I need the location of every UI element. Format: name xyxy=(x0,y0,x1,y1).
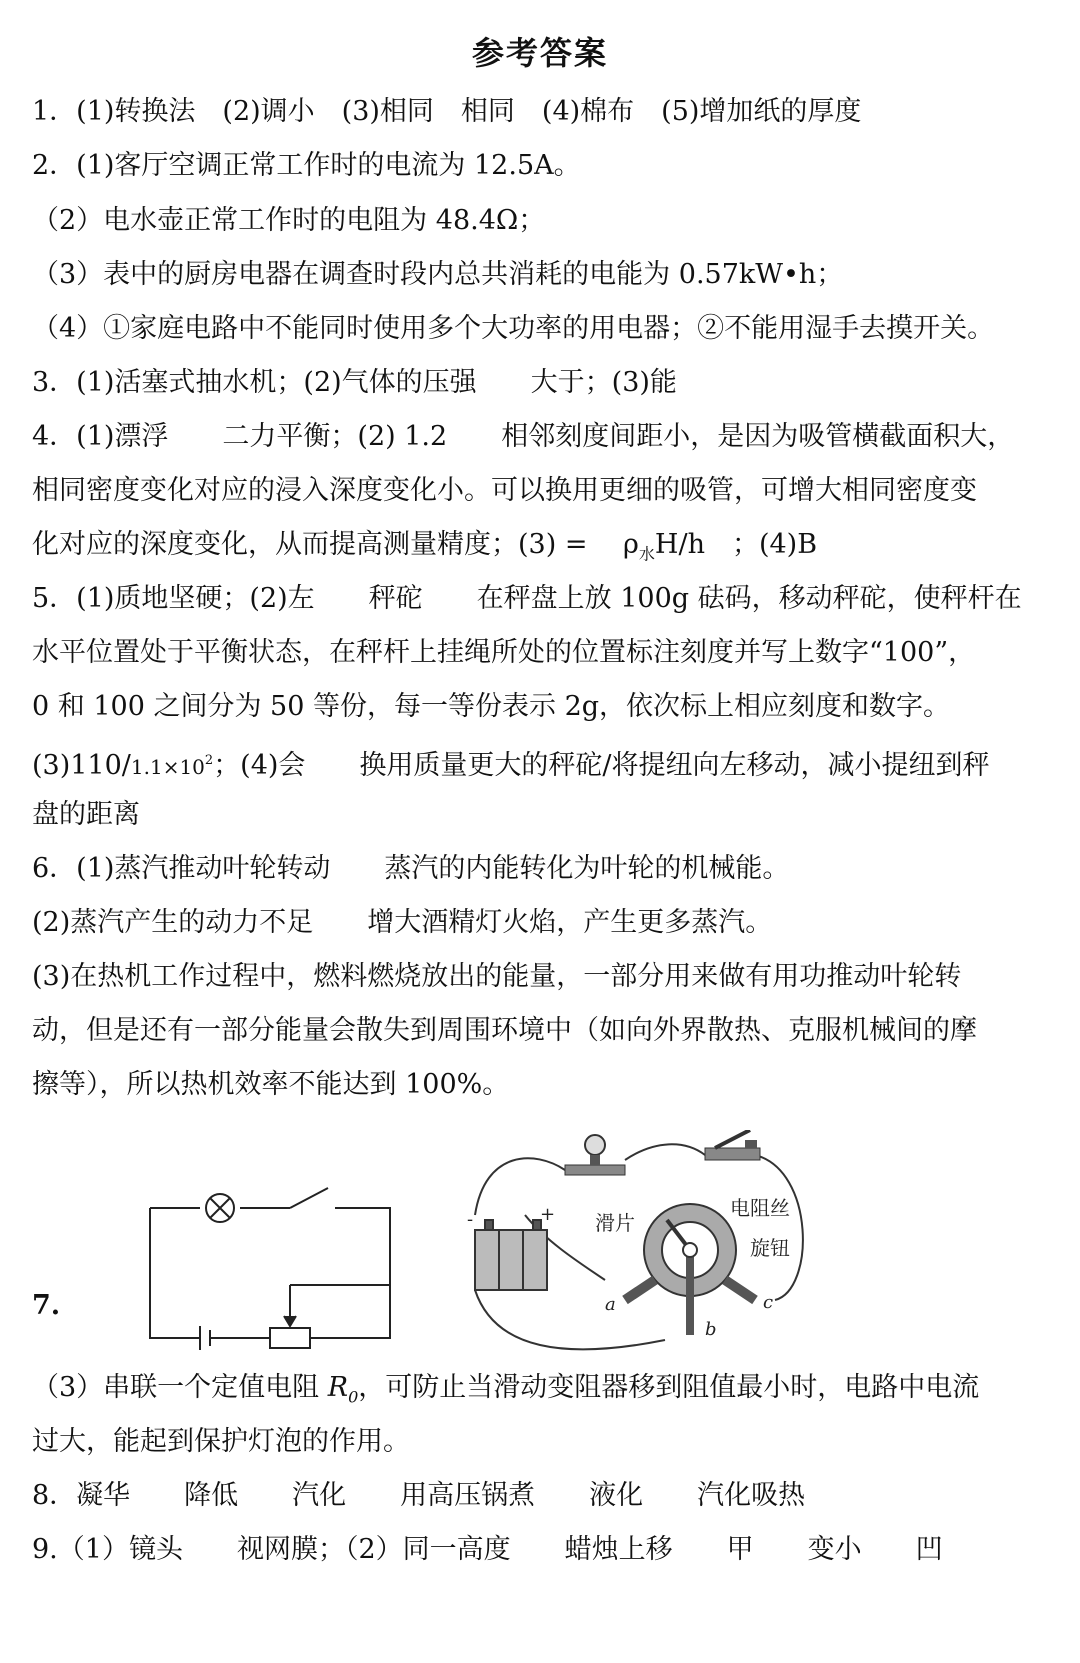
answer-6-3-line1: (3)在热机工作过程中，燃料燃烧放出的能量，一部分用来做有用功推动叶轮转 xyxy=(32,961,962,992)
answer-6-1: 6．(1)蒸汽推动叶轮转动 蒸汽的内能转化为叶轮的机械能。 xyxy=(32,853,790,884)
answer-7-3-line1 xyxy=(32,1368,1052,1417)
answer-9: 9.（1）镜头 视网膜；（2）同一高度 蜡烛上移 甲 变小 凹 xyxy=(32,1534,943,1565)
answer-2-3: （3）表中的厨房电器在调查时段内总共消耗的电能为 0.57kW•h； xyxy=(32,259,844,290)
terminal-c-label: c xyxy=(763,1292,774,1313)
slider-label: 滑片 xyxy=(595,1211,635,1235)
answer-5-line5: 盘的距离 xyxy=(32,799,140,830)
answer-5-line4-c: ；(4)会 换用质量更大的秤砣/将提纽向左移动，减小提纽到秤 xyxy=(213,750,990,781)
wire-label: 电阻丝 xyxy=(730,1196,790,1220)
answer-5-line4-b: 1.1×10 xyxy=(130,755,205,779)
answer-2-1: 2．(1)客厅空调正常工作时的电流为 12.5A。 xyxy=(32,150,581,181)
answer-5-line3: 0 和 100 之间分为 50 等份，每一等份表示 2g，依次标上相应刻度和数字。 xyxy=(32,691,951,722)
answer-3: 3．(1)活塞式抽水机；(2)气体的压强 大于；(3)能 xyxy=(32,367,677,398)
minus-label: - xyxy=(467,1209,474,1230)
terminal-a-label: a xyxy=(605,1294,616,1315)
switch-icon xyxy=(705,1130,760,1160)
terminal-b-label: b xyxy=(705,1319,717,1340)
exponent: 2 xyxy=(204,753,214,768)
plus-label: + xyxy=(540,1204,556,1225)
answer-1: 1．(1)转换法 (2)调小 (3)相同 相同 (4)棉布 (5)增加纸的厚度 xyxy=(32,96,862,127)
answer-2-2: （2）电水壶正常工作时的电阻为 48.4Ω； xyxy=(32,205,546,236)
answer-4-line3-b: H/h ；(4)B xyxy=(654,529,818,560)
answer-4-line2: 相同密度变化对应的浸入深度变化小。可以换用更细的吸管，可增大相同密度变 xyxy=(32,475,977,506)
resistor-symbol: R xyxy=(327,1372,349,1403)
circuit-diagram xyxy=(140,1180,420,1350)
answer-7-3-line2: 过大，能起到保护灯泡的作用。 xyxy=(32,1426,410,1457)
answer-4-line3-a: 化对应的深度变化，从而提高测量精度；(3) = ρ xyxy=(32,529,639,560)
answer-8: 8．凝华 降低 汽化 用高压锅煮 液化 汽化吸热 xyxy=(32,1480,806,1511)
wiring-figure xyxy=(455,1130,835,1365)
lamp-icon xyxy=(565,1135,625,1175)
knob-label: 旋钮 xyxy=(750,1236,790,1260)
rho-subscript: 水 xyxy=(638,544,655,564)
resistor-subscript: 0 xyxy=(348,1387,359,1407)
answer-4-line3 xyxy=(32,525,1052,574)
answer-5-line4 xyxy=(32,741,1052,787)
answer-2-4: （4）①家庭电路中不能同时使用多个大功率的用电器；②不能用湿手去摸开关。 xyxy=(32,313,995,344)
battery-icon xyxy=(475,1220,547,1290)
answer-6-3-line2: 动，但是还有一部分能量会散失到周围环境中（如向外界散热、克服机械间的摩 xyxy=(32,1015,977,1046)
answer-7-3-a: （3）串联一个定值电阻 xyxy=(32,1372,328,1403)
answer-6-2: (2)蒸汽产生的动力不足 增大酒精灯火焰，产生更多蒸汽。 xyxy=(32,907,773,938)
answer-5-line1: 5．(1)质地坚硬；(2)左 秤砣 在秤盘上放 100g 砝码，移动秤砣，使秤杆在 xyxy=(32,583,1022,614)
question-7-number: 7. xyxy=(32,1290,61,1321)
answer-7-3-b: ，可防止当滑动变阻器移到阻值最小时，电路中电流 xyxy=(358,1372,980,1403)
rheostat-icon xyxy=(625,1204,755,1335)
answer-4-line1: 4．(1)漂浮 二力平衡；(2) 1.2 相邻刻度间距小，是因为吸管横截面积大， xyxy=(32,421,1015,452)
answer-6-3-line3: 擦等），所以热机效率不能达到 100%。 xyxy=(32,1069,510,1100)
answer-5-line2: 水平位置处于平衡状态，在秤杆上挂绳所处的位置标注刻度并写上数字“100”， xyxy=(32,637,976,668)
page-title: 参考答案 xyxy=(471,34,608,72)
answer-5-line4-a: (3)110/ xyxy=(32,750,131,781)
